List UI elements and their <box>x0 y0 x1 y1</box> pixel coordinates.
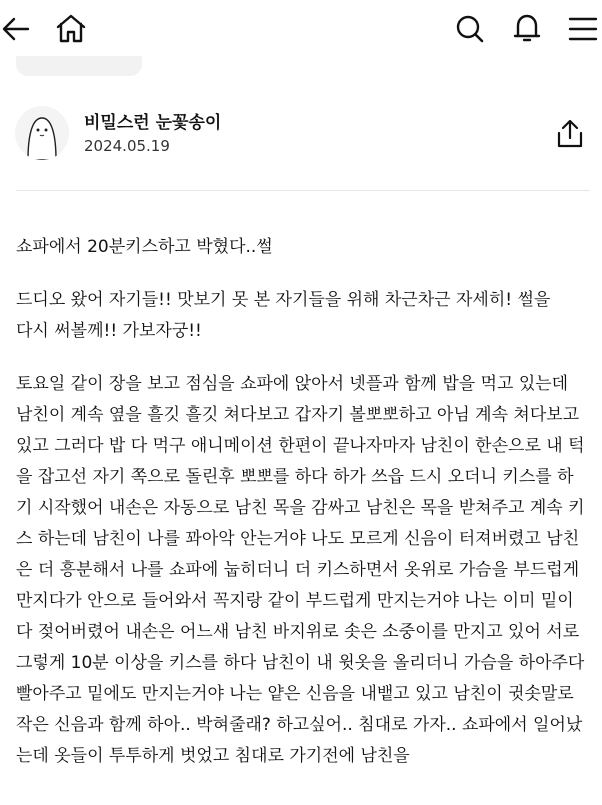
post-paragraph: 토요일 같이 장을 보고 점심을 쇼파에 앉아서 넷플과 함께 밥을 먹고 있는데 남친이 계속 옆을 흘깃 흘깃 쳐다보고 갑자기 볼뽀뽀하고 아님 계속 쳐다보고 있고 그러다 밥 다 먹구 애니메이션 한편이 끝나자마자 남친이 한손으로 내 턱을 잡고선 자기 쪽으로 돌린후 뽀뽀를 하다 하가 쓰읍 드시 오더니 키스를 하기 시작했어 내손은 자동으로 남친 목을 감싸고 남친은 목을 받쳐주고 계속 키스 하는데 남친이 나를 꽈아악 안는거야 나도 모르게 신음이 터져버렸고 남친은 더 흥분해서 나를 쇼파에 눕히더니 더 키스하면서 옷위로 가슴을 부드럽게 만지다가 안으로 들어와서 꼭지랑 같이 부드럽게 만지는거야 나는 이미 밑이 다 젖어버렸어 내손은 어느새 남친 바지위로 솟은 소중이를 만지고 있어 서로 그렇게 10분 이상을 키스를 하다 남친이 내 윗옷을 올리더니 가슴을 하아주다 빨아주고 밑에도 만지는거야 나는 얕은 신음을 내뱉고 있고 남친이 귓솟말로 작은 신음과 함께 하아.. 박혀줄래? 하고싶어.. 침대로 가자.. 쇼파에서 일어났는데 옷들이 투투하게 벗었고 침대로 가기전에 남친을 <box>16 374 585 766</box>
post-paragraph: 드디오 왔어 자기들!! 맛보기 못 본 자기들을 위해 차근차근 자세히! 썰을 다시 써볼께!! 가보자궁!! <box>16 290 551 341</box>
avatar[interactable] <box>15 106 69 160</box>
post-content <box>16 232 588 794</box>
home-icon[interactable] <box>55 13 87 43</box>
post-title: 쇼파에서 20분키스하고 박혔다..썰 <box>16 237 273 257</box>
divider <box>16 190 590 191</box>
ghost-avatar-icon <box>15 106 69 160</box>
tab-strip-fragment <box>16 56 142 76</box>
author-name[interactable]: 비밀스런 눈꽃송이 <box>84 113 222 133</box>
arrow-left-icon[interactable] <box>2 16 30 42</box>
search-icon[interactable] <box>455 14 485 44</box>
top-navigation-bar <box>0 0 602 58</box>
hamburger-menu-icon[interactable] <box>568 16 598 42</box>
post-date: 2024.05.19 <box>84 137 170 155</box>
share-icon[interactable] <box>555 118 585 150</box>
bell-icon[interactable] <box>512 12 542 44</box>
